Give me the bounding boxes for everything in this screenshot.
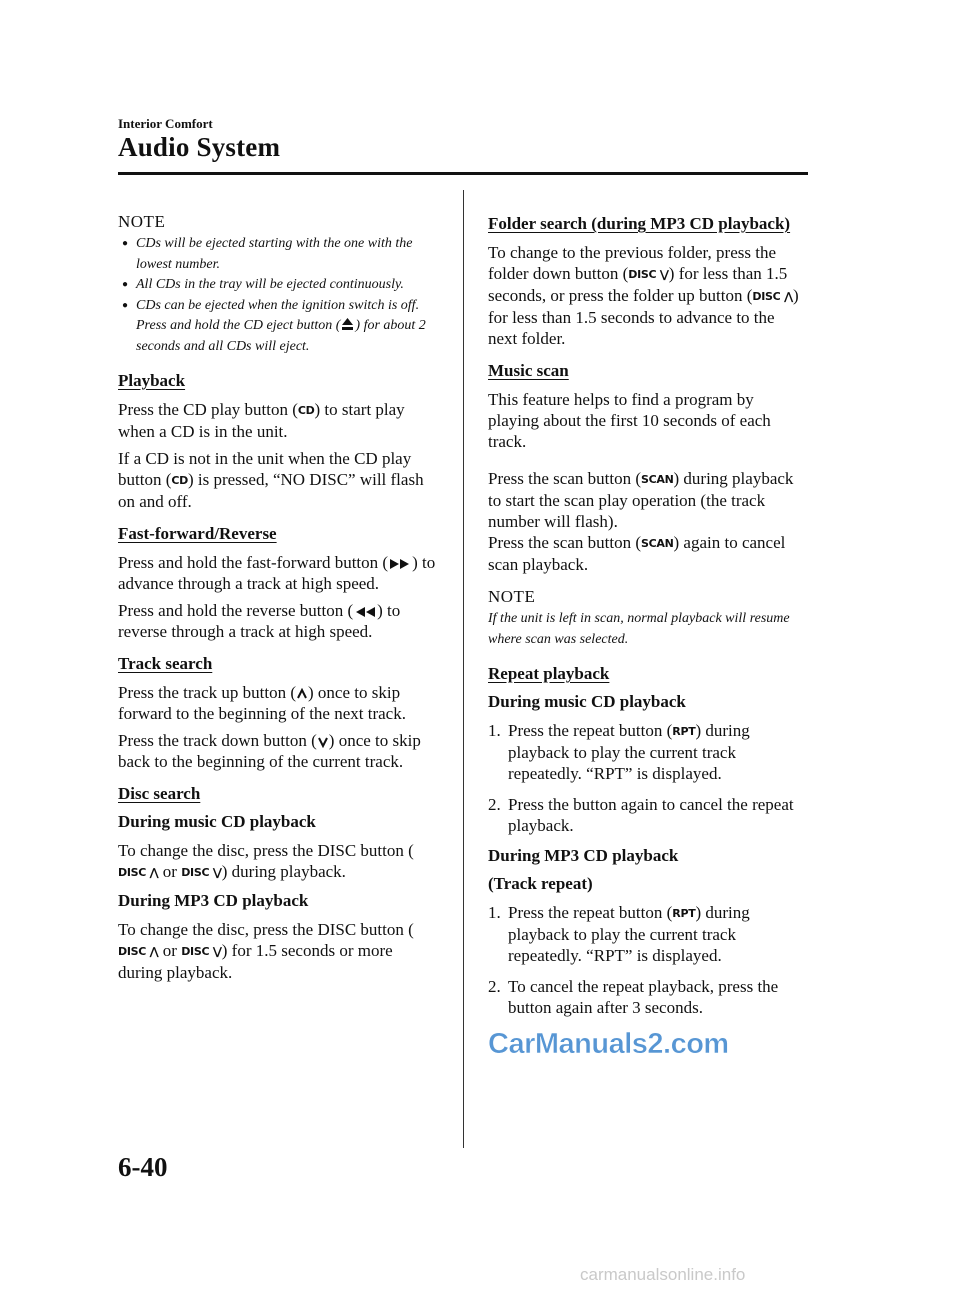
music-scan-text-1: This feature helps to find a program by playing about the first 10 seconds of each track. [488, 390, 771, 451]
watermark-logo: CarManuals2.com [488, 1028, 729, 1060]
repeat-step: 2. To cancel the repeat playback, press the button again after 3 seconds. [488, 977, 779, 1017]
music-scan-text-2: Press the scan button (SCAN) during playback to start the scan play operation (the track number will flash). [488, 469, 794, 531]
ffrev-heading: Fast-forward/Reverse [118, 524, 277, 543]
folder-search-heading: Folder search (during MP3 CD playback) [488, 214, 791, 233]
right-column [488, 208, 806, 1028]
bullet-icon: ● [122, 279, 129, 290]
music-scan-text-3: Press the scan button (SCAN) again to cancel scan playback. [488, 533, 786, 574]
note-list [118, 234, 436, 357]
rpt-button-icon: RPT [672, 907, 696, 920]
page-title: Audio System [118, 132, 281, 162]
cd-button-icon: CD [297, 404, 315, 417]
bullet-icon: ● [122, 238, 129, 249]
note-item: ● CDs can be ejected when the ignition switch is off. Press and hold the CD eject button ( ) for about 2 seconds and all CDs will eject. [122, 297, 426, 354]
mp3-cd-subheading: During MP3 CD playback [488, 846, 679, 865]
disc-up-icon: DISC ⋀ [118, 866, 159, 879]
section-label: Interior Comfort [118, 116, 213, 131]
track-repeat-subheading: (Track repeat) [488, 874, 593, 893]
music-cd-subheading: During music CD playback [488, 692, 686, 711]
rpt-button-icon: RPT [672, 725, 696, 738]
disc-up-icon: DISC ⋀ [752, 290, 793, 303]
scan-note-text: If the unit is left in scan, normal playback will resume where scan was selected. [488, 611, 790, 647]
chevron-up-icon [297, 688, 307, 700]
disc-up-icon: DISC ⋀ [118, 945, 159, 958]
mp3-cd-subheading: During MP3 CD playback [118, 891, 309, 910]
cd-button-icon: CD [171, 474, 188, 487]
disc-down-icon: DISC ⋁ [628, 268, 669, 281]
playback-text-2: If a CD is not in the unit when the CD play button (CD) is pressed, “NO DISC” will flash on and off. [118, 449, 424, 511]
left-column [118, 200, 436, 989]
disc-down-icon: DISC ⋁ [181, 945, 222, 958]
track-search-text-2: Press the track down button ( ) once to skip back to the beginning of the current track. [118, 731, 421, 771]
column-divider [463, 190, 464, 1148]
ffrev-text-2: Press and hold the reverse button ( ) to reverse through a track at high speed. [118, 601, 401, 641]
note-item: ● All CDs in the tray will be ejected continuously. [118, 275, 436, 296]
disc-search-heading: Disc search [118, 784, 201, 803]
playback-heading: Playback [118, 371, 186, 390]
scan-button-icon: SCAN [640, 537, 674, 550]
repeat-heading: Repeat playback [488, 664, 610, 683]
folder-search-text: To change to the previous folder, press the folder down button (DISC ⋁) for less than 1.5 seconds, or press the folder up button (DISC ⋀) for less than 1.5 seconds to advance to the next folder. [488, 243, 799, 348]
heading-rule [118, 172, 808, 175]
music-scan-heading: Music scan [488, 361, 569, 380]
note-title: NOTE [488, 587, 536, 606]
repeat-step: 1. Press the repeat button (RPT) during playback to play the current track repeatedly. “RPT” is displayed. [488, 721, 750, 783]
scan-button-icon: SCAN [640, 473, 674, 486]
fast-forward-icon [389, 558, 411, 570]
playback-text-1: Press the CD play button (CD) to start play when a CD is in the unit. [118, 400, 405, 441]
disc-search-text-2: To change the disc, press the DISC button (DISC ⋀ or DISC ⋁) for 1.5 seconds or more during playback. [118, 920, 414, 982]
footer-site-text: carmanualsonline.info [580, 1265, 746, 1284]
ffrev-text-1: Press and hold the fast-forward button ( ) to advance through a track at high speed. [118, 553, 436, 593]
track-search-heading: Track search [118, 654, 213, 673]
note-item: ● CDs will be ejected starting with the one with the lowest number. [122, 236, 413, 272]
bullet-icon: ● [122, 299, 129, 311]
disc-down-icon: DISC ⋁ [181, 866, 222, 879]
chevron-down-icon [318, 736, 328, 748]
note-title: NOTE [118, 212, 166, 231]
disc-search-text-1: To change the disc, press the DISC button (DISC ⋀ or DISC ⋁) during playback. [118, 841, 414, 881]
reverse-icon [354, 606, 376, 618]
page-number: 6-40 [118, 1152, 168, 1182]
eject-icon [341, 317, 354, 331]
music-cd-subheading: During music CD playback [118, 812, 316, 831]
repeat-step: 2. Press the button again to cancel the repeat playback. [488, 795, 794, 835]
repeat-step: 1. Press the repeat button (RPT) during playback to play the current track repeatedly. “RPT” is displayed. [488, 903, 750, 965]
track-search-text-1: Press the track up button ( ) once to skip forward to the beginning of the next track. [118, 683, 406, 723]
